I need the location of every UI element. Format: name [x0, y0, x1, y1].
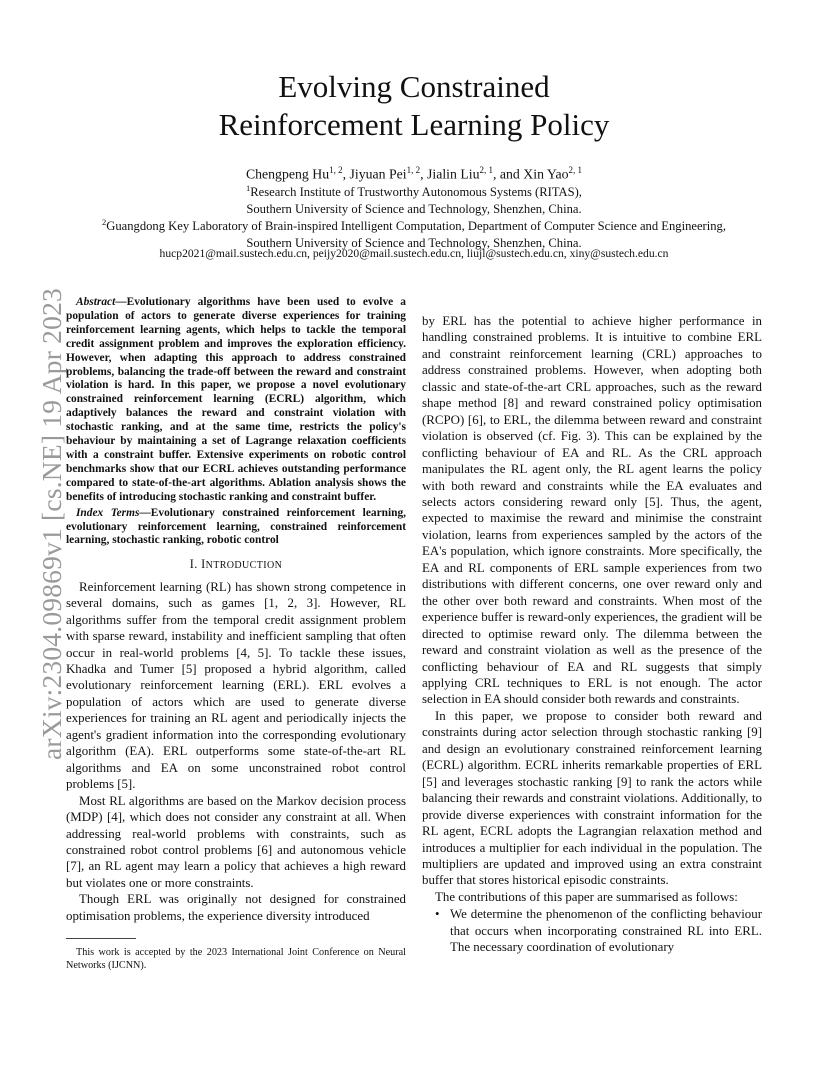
intro-paragraph-5: The contributions of this paper are summarised as follows:: [435, 889, 738, 904]
paper-title: [0, 68, 828, 144]
contribution-text: We determine the phenomenon of the conflicting behaviour that occurs when incorporating constrained RL into ERL. The necessary coordination of evolutionary: [450, 907, 762, 955]
section-heading-rest: NTRODUCTION: [205, 560, 283, 572]
title-line-1: Evolving Constrained: [278, 69, 550, 104]
author-name: Jialin Liu: [427, 166, 480, 182]
index-terms: [66, 507, 406, 549]
intro-paragraph-4: In this paper, we propose to consider both reward and constraints during actor selection through stochastic ranking [9] and design an evolutionary constrained reinforcement learning (ECRL) algorithm. ECRL inherits remarkable properties of ERL [5] and leverages stochastic ranking [9] to rank the actors while balancing their rewards and constraint violations. Additionally, to provide diverse experiences with constraint information for the RL agent, ECRL adopts the Lagrangian relaxation method and introduces a multiplier for each individual in the population. The multipliers are updated and improved using an extra constraint buffer that stores historical episodic constraints.: [422, 708, 762, 888]
affiliation-1-line-1: Research Institute of Trustworthy Autonomous Systems (RITAS),: [250, 185, 582, 200]
index-terms-label: Index Terms: [76, 506, 140, 519]
abstract-text: —Evolutionary algorithms have been used to evolve a population of actors to generate diverse experiences for training reinforcement learning agents, which helps to tackle the temporal credit assignment problem and improves the exploration efficiency. However, when adapting this approach to address constrained problems, balancing the trade-off between the reward and constraint violation is hard. In this paper, we propose a novel evolutionary constrained reinforcement learning (ECRL) algorithm, which adaptively balances the reward and constraint violation with stochastic ranking, and at the same time, restricts the policy's behaviour by maintaining a set of Lagrange relaxation coefficients with a constraint buffer. Extensive experiments on robotic control benchmarks show that our ECRL achieves outstanding performance compared to state-of-the-art algorithms. Ablation analysis shows the benefits of introducing stochastic ranking and constraint buffer.: [66, 296, 406, 503]
abstract-label: Abstract: [76, 296, 116, 308]
footnote-rule: [66, 938, 136, 939]
author-emails: hucp2021@mail.sustech.edu.cn, peijy2020@mail.sustech.edu.cn, liujl@sustech.edu.cn, xiny@sustech.edu.cn: [159, 247, 669, 260]
affiliation-2-line-2: Southern University of Science and Technology, Shenzhen, China.: [246, 236, 582, 251]
author-affiliation-marker: 2, 1: [479, 165, 494, 175]
footnote: This work is accepted by the 2023 International Joint Conference on Neural Networks (IJCNN).: [66, 947, 406, 971]
section-heading-introduction: [66, 556, 406, 574]
list-item: [422, 906, 762, 955]
author-separator: ,: [420, 166, 428, 182]
right-column: [422, 313, 762, 956]
contributions-list: [422, 906, 762, 955]
left-column: [66, 296, 406, 924]
bullet-icon: •: [435, 907, 440, 922]
affiliation-1-marker: 1: [246, 183, 251, 193]
author-name: Chengpeng Hu: [245, 166, 330, 182]
intro-paragraph-2: Most RL algorithms are based on the Markov decision process (MDP) [4], which does not consider any constraint at all. When addressing real-world problems with constraints, such as constrained robot control problems [6] and autonomous vehicle [7], an RL agent may learn a policy that achieves a high reward but violates one or more constraints.: [66, 793, 406, 890]
affiliation-2-marker: 2: [102, 217, 107, 227]
author-name: Jiyuan Pei: [349, 166, 407, 182]
affiliation-1: [0, 180, 828, 218]
arxiv-identifier: arXiv:2304.09869v1 [cs.NE] 19 Apr 2023: [36, 288, 67, 760]
index-terms-text: —Evolutionary constrained reinforcement learning, evolutionary reinforcement learning, constrained reinforcement learning, stochastic ranking, robotic control: [66, 506, 407, 547]
abstract: [66, 296, 406, 505]
arxiv-watermark: [12, 284, 67, 760]
affiliation-2-line-1: Guangdong Key Laboratory of Brain-inspired Intelligent Computation, Department of Computer Science and Engineering,: [106, 219, 726, 234]
intro-paragraph-3: Though ERL was originally not designed for constrained optimisation problems, the experience diversity introduced: [66, 892, 406, 923]
author-name: Xin Yao: [523, 166, 569, 182]
title-line-2: Reinforcement Learning Policy: [218, 107, 610, 142]
intro-paragraph-continued: by ERL has the potential to achieve higher performance in handling constrained problems. It is intuitive to combine ERL and constraint reinforcement learning (CRL) approaches to address constrained problems. However, when adopting both classic and state-of-the-art CRL approaches, such as the reward shape method [8] and reward constrained policy optimisation (RCPO) [6], to ERL, the dilemma between reward and constraint violation is observed (cf. Fig. 3). This can be explained by the conflicting behaviour of EA and RL. As the CRL approach manipulates the RL agent only, the RL agent learns the policy with both reward and constraints while the EA evaluates and selects actors considering reward only [5]. Thus, the agent, expected to maximise the reward and minimise the constraint violation, learns from experiences sampled by the actors of the EA's population, which ignore constraints. More specifically, the EA and RL components of ERL sample experiences from two distributions with different concerns, one over reward only and the other over both reward and constraints. When most of the experience buffer is reward-only experiences, the gradient will be directed to optimise reward only. The dilemma between the reward and constraint violation as well as the presence of the conflicting behaviour of EA and RL suggests that simply applying CRL techniques to ERL is not enough. The actor selection in EA should consider both rewards and constraints.: [422, 314, 762, 707]
section-heading-numeral: I. I: [189, 557, 206, 572]
affiliation-1-line-2: Southern University of Science and Technology, Shenzhen, China.: [246, 202, 582, 217]
intro-paragraph-1: Reinforcement learning (RL) has shown strong competence in several domains, such as games [1, 2, 3]. However, RL algorithms suffer from the temporal credit assignment problem with sparse reward, instability and inefficient sampling that often occur in real-world problems [4, 5]. To tackle these issues, Khadka and Tumer [5] proposed a hybrid algorithm, called evolutionary reinforcement learning (ERL). ERL evolves a population of actors which are used to generate diverse experiences for training an RL agent and periodically injects the agent's gradient information into the corresponding evolutionary algorithm (EA). ERL outperforms some state-of-the-art RL algorithms and EA on some unconstrained robot control problems [5].: [66, 579, 406, 792]
author-affiliation-marker: 1, 2: [329, 165, 343, 175]
author-affiliation-marker: 1, 2: [406, 165, 421, 175]
author-separator: ,: [342, 166, 350, 182]
author-affiliation-marker: 2, 1: [568, 165, 583, 175]
author-separator: , and: [493, 166, 524, 182]
